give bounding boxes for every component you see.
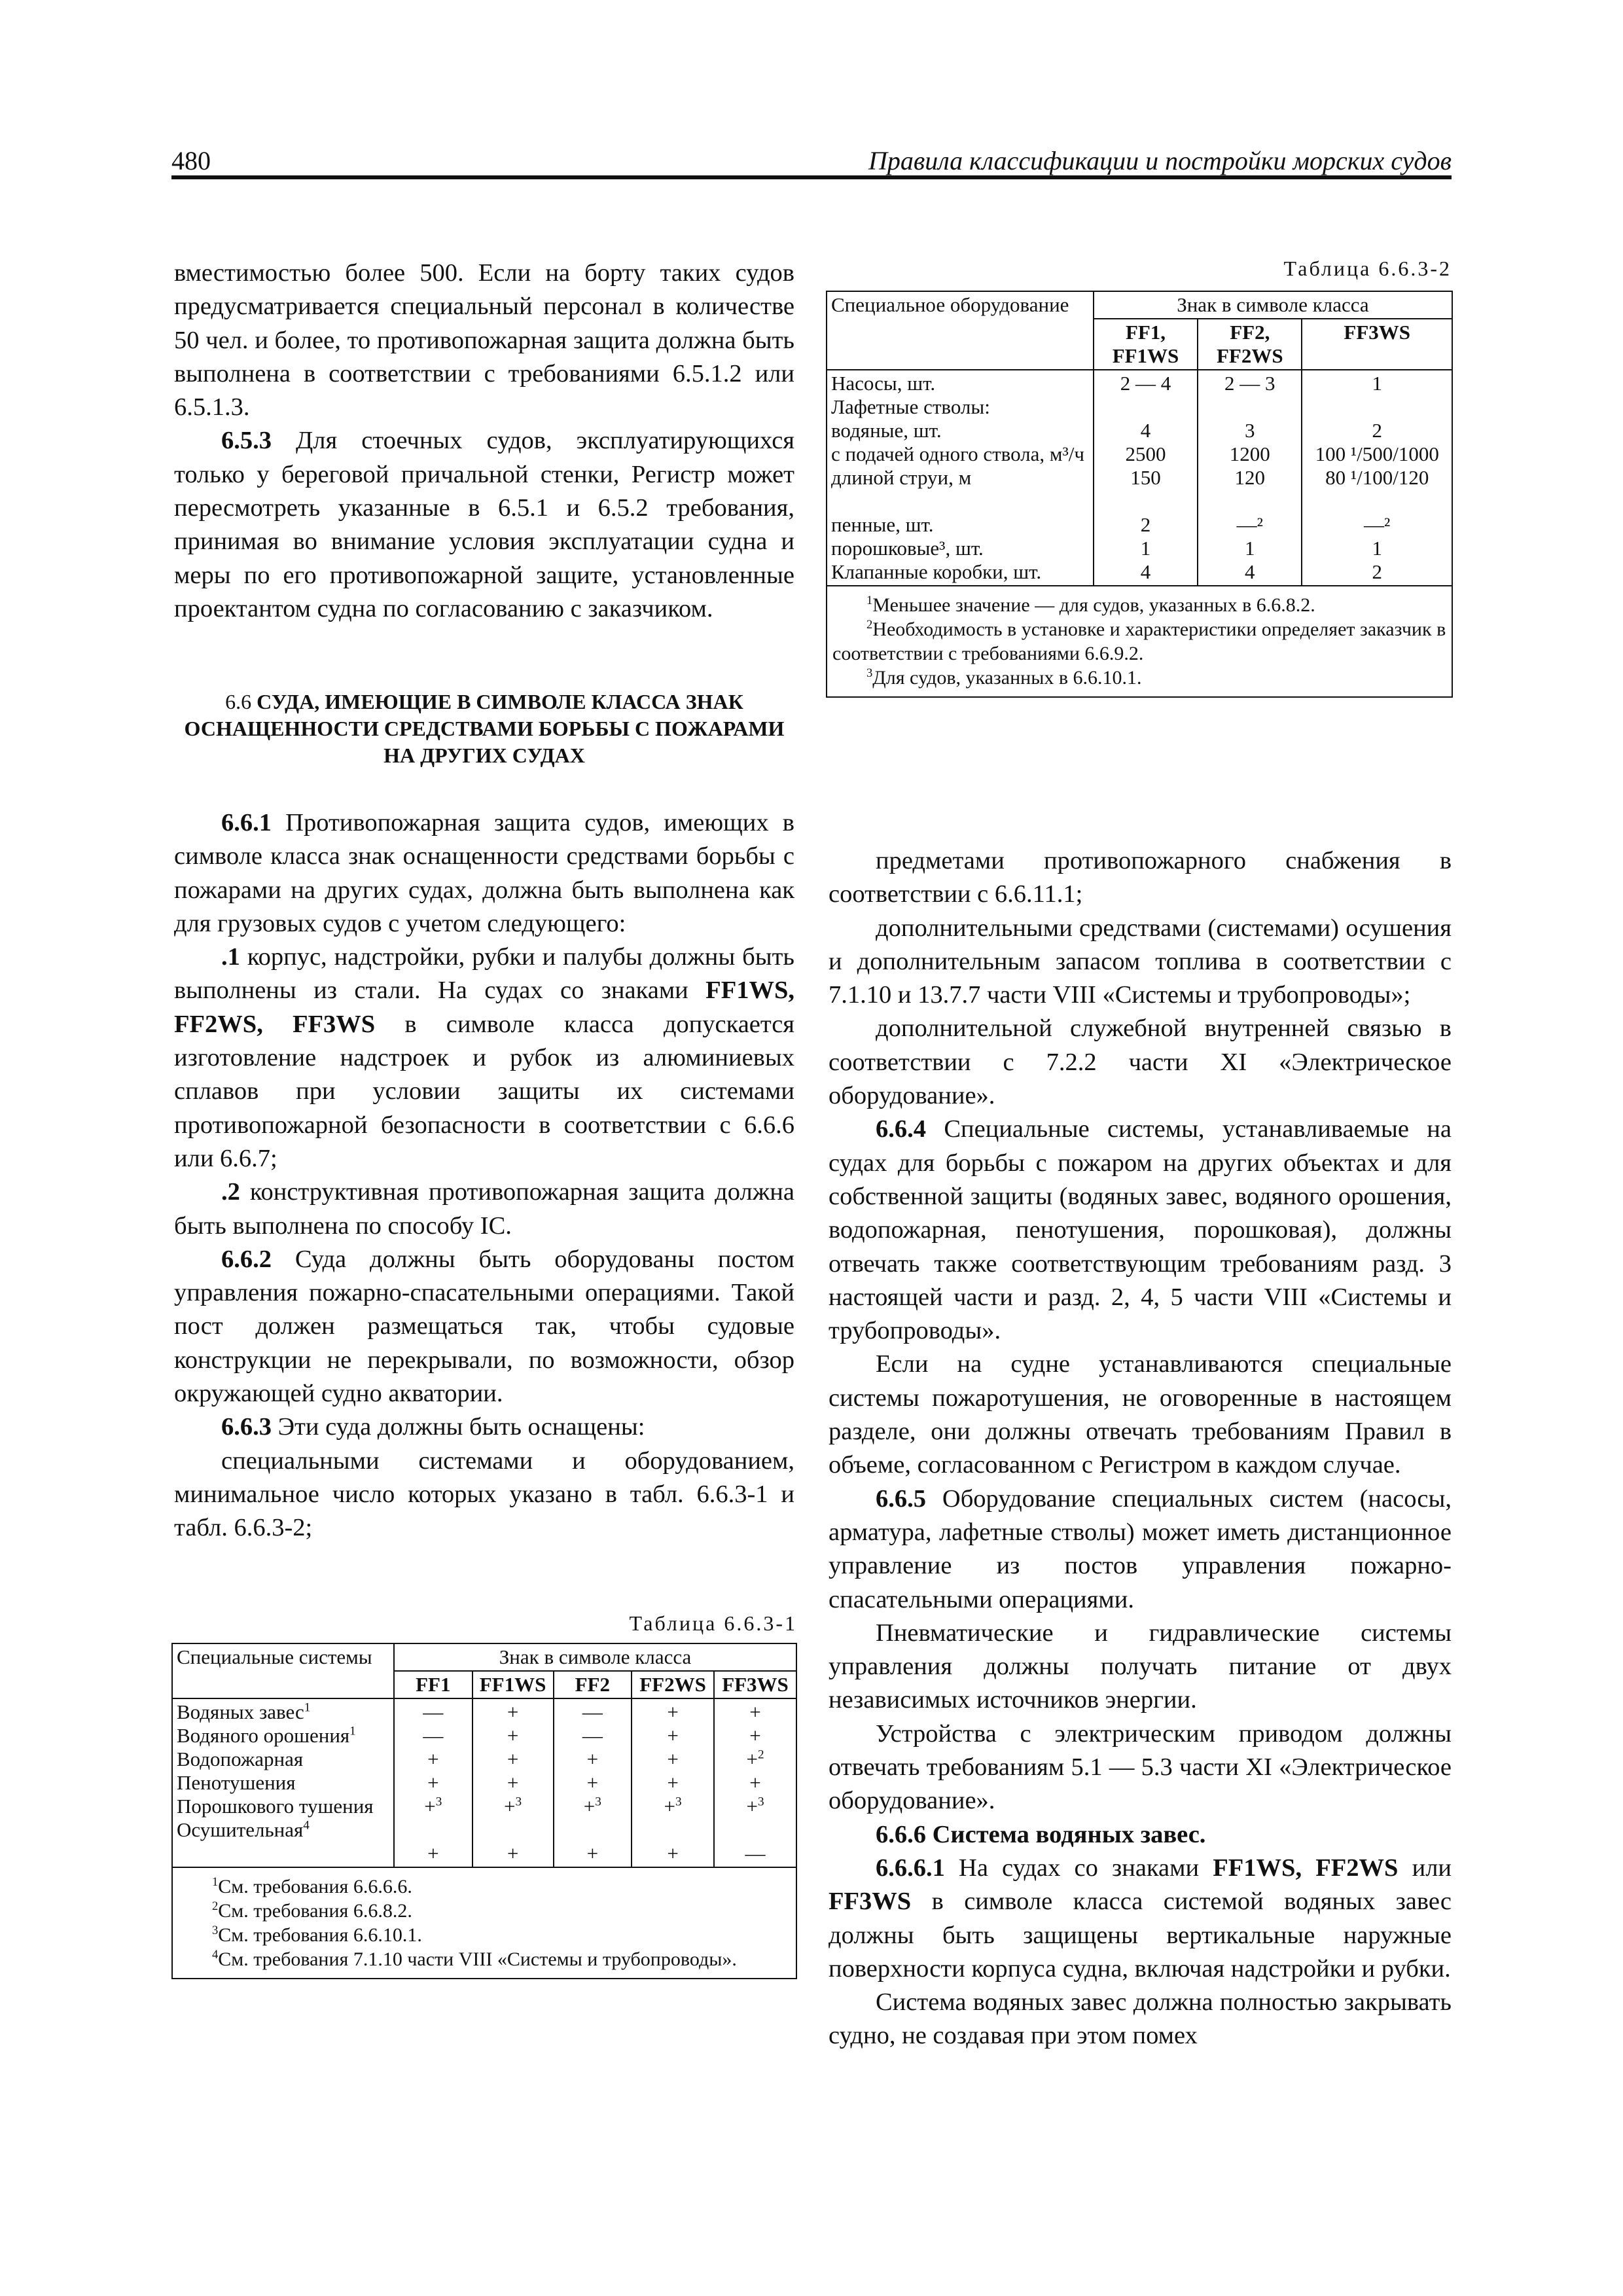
cell-value: + (507, 1724, 519, 1747)
table-cell: 2 (1372, 419, 1382, 442)
class-mark-header: FF3WS (1302, 319, 1452, 370)
paragraph: Пневматические и гидравлические системы управления должны получать питание от двух независимых источников энергии. (829, 1619, 1452, 1714)
table-cell: 1 (1372, 537, 1382, 560)
table-cell: 1 (1140, 537, 1151, 560)
table-cell (719, 1842, 792, 1865)
table-column-values (394, 1698, 473, 1867)
table-cell (719, 1771, 792, 1795)
table-cell (477, 1700, 549, 1724)
table-cell: 4 (1140, 419, 1151, 442)
table-cell: 1 (1245, 537, 1255, 560)
cell-value: — (423, 1700, 444, 1723)
class-mark-header: FF2, FF2WS (1198, 319, 1302, 370)
class-mark-header: FF1WS (473, 1671, 554, 1698)
table-row-label: Клапанные коробки, шт. (831, 560, 1042, 583)
table-column-values (632, 1698, 714, 1867)
table-row-label: пенные, шт. (831, 513, 934, 536)
paragraph-6-6-3: 6.6.3 Эти суда должны быть оснащены: (221, 1413, 645, 1441)
table-cell (636, 1724, 709, 1748)
table-cell: 120 (1234, 466, 1266, 489)
table-column-values (1302, 370, 1452, 586)
paragraph-6-6-2: 6.6.2 Суда должны быть оборудованы постом управления пожарно-спасательными операциями. Такой пост должен размещаться так, чтобы судовые конструкции не перекрывали, по возможности, обзор окружающей судно акватории. (174, 1245, 794, 1408)
footnote-text: См. требования 6.6.8.2. (218, 1900, 412, 1922)
footnote-mark: 3 (866, 666, 873, 680)
paragraph: Если на судне устанавливаются специальные системы пожаротушения, не оговоренные в настоящем разделе, они должны отвечать требованиям Правил в объеме, согласованном с Регистром в каждом случае. (829, 1350, 1452, 1479)
table-row-label: Насосы, шт. (831, 372, 936, 395)
table-cell: 1 (1372, 372, 1382, 395)
cell-value: + (427, 1748, 439, 1770)
row-name: Пенотушения (177, 1771, 296, 1794)
table-row-labels (172, 1698, 394, 1867)
row-name: Порошкового тушения (177, 1795, 374, 1818)
footnote-mark: 3 (515, 1795, 522, 1809)
cell-value: — (582, 1724, 603, 1747)
table-cell (558, 1748, 628, 1771)
cell-value: + (507, 1771, 519, 1794)
class-marks: FF1WS, FF2WS, FF3WS (174, 977, 794, 1038)
class-mark-header: FF2 (554, 1671, 632, 1698)
footnote (178, 1947, 791, 1971)
table-header-group: Знак в символе класса (394, 1643, 796, 1671)
table-cell (1202, 395, 1297, 419)
table-cell (636, 1795, 709, 1818)
footnote (832, 617, 1446, 666)
footnote-text: Для судов, указанных в 6.6.10.1. (872, 667, 1142, 689)
cell-value: + (749, 1771, 761, 1794)
left-column-body (174, 806, 794, 1545)
footnote (178, 1874, 791, 1899)
paragraph-6-6-5: 6.6.5 Оборудование специальных систем (насосы, арматура, лафетные стволы) может иметь дистанционное управление из постов управления пожарно-спасательными операциями. (829, 1484, 1452, 1613)
table-cell: 100 ¹/500/1000 (1315, 442, 1439, 465)
table-6-6-3-2 (826, 291, 1453, 698)
cell-value: + (667, 1771, 679, 1794)
footnote-text: См. требования 6.6.6.6. (218, 1876, 412, 1897)
table-row-label (177, 1700, 389, 1724)
footnote-mark: 3 (757, 1795, 764, 1809)
footnote-mark: 2 (866, 618, 873, 632)
paragraph: специальными системами и оборудованием, минимальное число которых указано в табл. 6.6.3-1 и табл. 6.6.3-2; (174, 1446, 794, 1542)
table-cell (1306, 395, 1448, 419)
table-cell: —² (1236, 513, 1263, 536)
table-cell (399, 1795, 468, 1818)
cell-value: + (427, 1842, 439, 1865)
table-6-6-3-1 (171, 1643, 797, 1979)
table-cell (477, 1771, 549, 1795)
table-cell (636, 1771, 709, 1795)
table-cell (719, 1748, 792, 1771)
table-caption-6-6-3-2: Таблица 6.6.3-2 (1283, 257, 1452, 280)
cell-value: — (582, 1700, 603, 1723)
table-cell (719, 1700, 792, 1724)
paragraph: дополнительными средствами (системами) осушения и дополнительным запасом топлива в соответствии с 7.1.10 и 13.7.7 части VIII «Системы и трубопроводы»; (829, 914, 1452, 1009)
cell-value: — (423, 1724, 444, 1747)
table-cell (399, 1748, 468, 1771)
running-title: Правила классификации и постройки морских судов (868, 146, 1452, 175)
footnote (832, 593, 1446, 617)
page-number: 480 (171, 146, 211, 175)
spacer (399, 1818, 468, 1842)
cell-value: + (667, 1748, 679, 1770)
table-cell (636, 1748, 709, 1771)
table-cell (399, 1700, 468, 1724)
table-cell: 1200 (1229, 442, 1270, 465)
footnote-mark: 4 (212, 1948, 219, 1962)
table-row-label: водяные, шт. (831, 419, 942, 442)
cell-value: + (507, 1700, 519, 1723)
table-cell: 2 (1140, 513, 1151, 536)
paragraph-item-1: .1 корпус, надстройки, рубки и палубы должны быть выполнены из стали. На судах со знаками FF1WS, FF2WS, FF3WS в символе класса допускается изготовление надстроек и рубок из алюминиевых сплавов при условии защиты их системами противопожарной безопасности в соответствии с 6.6.6 или 6.6.7; (174, 943, 794, 1172)
footnote-text: См. требования 6.6.10.1. (218, 1924, 422, 1946)
footnote-mark: 3 (675, 1795, 682, 1809)
table-cell (399, 1771, 468, 1795)
cell-value: + (749, 1724, 761, 1747)
table-cell (477, 1795, 549, 1818)
footnote-text: Меньшее значение — для судов, указанных в 6.6.8.2. (872, 594, 1315, 616)
paragraph-6-6-4: 6.6.4 Специальные системы, устанавливаемые на судах для борьбы с пожаром на других объектах и для собственной защиты (водяных завес, водяного орошения, водопожарная, пенотушения, порошковая), должны отвечать также соответствующим требованиям разд. 3 настоящей части и разд. 2, 4, 5 части VIII «Системы и трубопроводы». (829, 1115, 1452, 1345)
table-row-labels (827, 370, 1094, 586)
cell-value: + (427, 1771, 439, 1794)
table-cell (719, 1724, 792, 1748)
table-cell (636, 1842, 709, 1865)
paragraph-6-6-6-1: 6.6.6.1 На судах со знаками FF1WS, FF2WS или FF3WS в символе класса системой водяных завес должны быть защищены вертикальные наружные поверхности корпуса судна, включая надстройки и рубки. (829, 1854, 1452, 1982)
table-header-cell: Специальные системы (172, 1643, 394, 1698)
spacer (719, 1818, 792, 1842)
table-cell (558, 1700, 628, 1724)
footnote (178, 1899, 791, 1923)
paragraph-6-5-3: 6.5.3 Для стоечных судов, эксплуатирующихся только у береговой причальной стенки, Регистр может пересмотреть указанные в 6.5.1 и 6.5.2 требования, принимая во внимание условия эксплуатации судна и меры по его противопожарной защите, установленные проектантом судна по согласованию с заказчиком. (174, 427, 794, 622)
table-row-label: порошковые³, шт. (831, 537, 984, 560)
cell-value: + (507, 1842, 519, 1865)
table-row-label (177, 1795, 389, 1818)
cell-value: + (507, 1748, 519, 1770)
table-footnotes (172, 1867, 796, 1979)
table-cell: 2500 (1125, 442, 1166, 465)
footnote-text: Необходимость в установке и характеристики определяет заказчик в соответствии с требованиями 6.6.9.2. (832, 619, 1446, 664)
paragraph-item-2: .2 конструктивная противопожарная защита должна быть выполнена по способу IC. (174, 1178, 794, 1240)
subsection-heading-6-6-6: 6.6.6 Система водяных завес. (876, 1820, 1206, 1848)
table-cell (719, 1795, 792, 1818)
table-cell (558, 1771, 628, 1795)
table-row-label (177, 1818, 389, 1842)
cell-value: + (746, 1795, 758, 1818)
paragraph: дополнительной служебной внутренней связью в соответствии с 7.2.2 части XI «Электрическое оборудование». (829, 1014, 1452, 1110)
table-row-label (177, 1748, 389, 1771)
table-cell: 2 — 3 (1224, 372, 1275, 395)
footnote-mark: 1 (349, 1724, 356, 1738)
footnote-mark: 2 (757, 1748, 764, 1762)
table-cell (558, 1842, 628, 1865)
paragraph: Устройства с электрическим приводом должны отвечать требованиям 5.1 — 5.3 части XI «Электрическое оборудование». (829, 1719, 1452, 1815)
cell-value: + (504, 1795, 516, 1818)
footnote (832, 666, 1446, 690)
class-mark-header: FF2WS (632, 1671, 714, 1698)
table-caption-6-6-3-1: Таблица 6.6.3-1 (629, 1611, 797, 1635)
table-column-values (1094, 370, 1198, 586)
table-cell: 4 (1140, 560, 1151, 583)
paragraph: Система водяных завес должна полностью закрывать судно, не создавая при этом помех (829, 1988, 1452, 2050)
cell-value: — (745, 1842, 766, 1865)
table-cell (477, 1724, 549, 1748)
row-name: Водяного орошения (177, 1724, 350, 1747)
cell-value: + (586, 1842, 599, 1865)
table-header-group: Знак в символе класса (1094, 291, 1452, 319)
cell-value: + (667, 1724, 679, 1747)
table-cell: —² (1364, 513, 1391, 536)
row-name: Осушительная (177, 1818, 304, 1841)
section-heading-6-6 (171, 689, 797, 769)
table-row-label: Лафетные стволы: (831, 395, 990, 418)
paragraph-6-6-1: 6.6.1 Противопожарная защита судов, имеющих в символе класса знак оснащенности средствами борьбы с пожарами на других судах, должна быть выполнена как для грузовых судов с учетом следующего: (174, 809, 794, 937)
paragraph: предметами противопожарного снабжения в соответствии с 6.6.11.1; (829, 847, 1452, 908)
row-name: Водопожарная (177, 1748, 304, 1770)
table-cell (477, 1842, 549, 1865)
class-mark-header: FF3WS (714, 1671, 796, 1698)
section-title: СУДА, ИМЕЮЩИЕ В СИМВОЛЕ КЛАССА ЗНАК ОСНАЩЕННОСТИ СРЕДСТВАМИ БОРЬБЫ С ПОЖАРАМИ НА ДРУГИХ СУДАХ (184, 690, 785, 767)
spacer (477, 1818, 549, 1842)
table-cell (1098, 395, 1193, 419)
table-cell: 2 (1372, 560, 1382, 583)
footnote-mark: 4 (303, 1818, 310, 1833)
footnote-mark: 3 (212, 1924, 219, 1937)
right-column-body (829, 844, 1452, 2053)
table-header-cell: Специальное оборудование (827, 291, 1094, 370)
header-rule (171, 175, 1452, 179)
footnote-mark: 2 (212, 1899, 219, 1913)
table-cell (558, 1724, 628, 1748)
table-cell (399, 1724, 468, 1748)
table-cell (399, 1842, 468, 1865)
footnote-mark: 1 (866, 594, 873, 607)
cell-value: + (746, 1748, 758, 1770)
class-mark-header: FF1, FF1WS (1094, 319, 1198, 370)
table-column-values (554, 1698, 632, 1867)
table-row-label (177, 1771, 389, 1795)
table-column-values (714, 1698, 796, 1867)
footnote-mark: 3 (595, 1795, 601, 1809)
table-cell (636, 1700, 709, 1724)
cell-value: + (667, 1700, 679, 1723)
cell-value: + (424, 1795, 436, 1818)
footnote (178, 1923, 791, 1947)
cell-value: + (749, 1700, 761, 1723)
footnote-mark: 3 (435, 1795, 442, 1809)
table-cell: 2 — 4 (1120, 372, 1171, 395)
cell-value: + (667, 1842, 679, 1865)
spacer (558, 1818, 628, 1842)
table-cell: 3 (1245, 419, 1255, 442)
table-row-label (177, 1724, 389, 1748)
table-footnotes (827, 586, 1452, 697)
cell-value: + (586, 1771, 599, 1794)
clause-number: 6.5.3 (221, 427, 272, 455)
left-column-top (174, 257, 794, 626)
cell-value: + (586, 1748, 599, 1770)
table-cell (558, 1795, 628, 1818)
spacer (636, 1818, 709, 1842)
table-cell: 150 (1130, 466, 1161, 489)
footnote-mark: 1 (304, 1700, 311, 1715)
cell-value: + (583, 1795, 596, 1818)
table-row-label: с подачей одного ствола, м³/ч (831, 442, 1085, 465)
cell-value: + (664, 1795, 675, 1818)
row-name: Водяных завес (177, 1700, 304, 1723)
table-column-values (1198, 370, 1302, 586)
paragraph: вместимостью более 500. Если на борту таких судов предусматривается специальный персонал в количестве 50 чел. и более, то противопожарная защита должна быть выполнена в соответствии с требованиями 6.5.1.2 или 6.5.1.3. (174, 259, 794, 422)
table-cell (477, 1748, 549, 1771)
table-cell: 80 ¹/100/120 (1325, 466, 1429, 489)
footnote-text: См. требования 7.1.10 части VIII «Системы и трубопроводы». (218, 1948, 737, 1970)
table-column-values (473, 1698, 554, 1867)
section-number: 6.6 (225, 690, 252, 713)
table-row-label: длиной струи, м (831, 466, 972, 489)
footnote-mark: 1 (212, 1875, 219, 1889)
class-mark-header: FF1 (394, 1671, 473, 1698)
table-cell: 4 (1245, 560, 1255, 583)
